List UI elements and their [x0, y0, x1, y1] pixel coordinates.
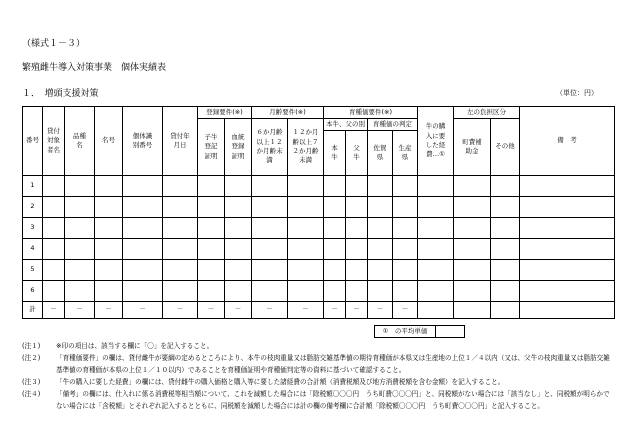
- col-header-other: その他: [491, 119, 520, 176]
- dash-cell: －: [43, 302, 65, 319]
- col-group-breeding-value: 育種価要件(※): [324, 107, 418, 119]
- dash-cell: －: [198, 302, 225, 319]
- average-price-value[interactable]: [435, 325, 465, 338]
- note-text: ※印の項目は、該当する欄に「〇」を記入すること。: [56, 342, 214, 350]
- col-header-age-6: ６か月齢 以上１２ か月齢未 満: [252, 119, 288, 176]
- col-header-chichi: 父 牛: [346, 131, 368, 176]
- note-item: [22, 352, 614, 376]
- col-header-target: 貸付 対象 者名: [43, 107, 65, 176]
- row-number: 2: [23, 197, 43, 218]
- section-heading: １． 増頭支援対策: [22, 89, 99, 99]
- col-header-no: 番号: [23, 107, 43, 176]
- dash-cell: －: [346, 302, 368, 319]
- table-row: [23, 197, 615, 218]
- row-number: 5: [23, 260, 43, 281]
- note-text: 「牛の購入に要した経費」の欄には、貸付雌牛の購入価格と購入等に要した諸経費の合計額（消費税額及び地方消費税額を含む金額）を記入すること。: [56, 378, 505, 386]
- table-row: [23, 260, 615, 281]
- table-row: [23, 239, 615, 260]
- col-group-registration: 登録要件(※): [198, 107, 252, 119]
- total-row: [23, 302, 615, 319]
- row-number: 4: [23, 239, 43, 260]
- col-header-producing: 生産 県: [393, 131, 418, 176]
- col-header-id: 個体識 別番号: [123, 107, 163, 176]
- col-header-saga: 佐賀 県: [368, 131, 393, 176]
- document-title: 繁殖雌牛導入対策事業 個体実績表: [22, 63, 167, 73]
- note-item: [22, 376, 614, 388]
- total-label: 計: [23, 302, 43, 319]
- note-text: 「育種価要件」の欄は、貸付雌牛が要綱の定めるところにより、本牛の枝肉重量又は脂肪交雑基準値の期待育種価が本県又は生産地の上位１／４以内（又は、父牛の枝肉重量又は脂肪交雑基準値の育種価が本県の上位１／１０以内）であることを育種価証明や育種価判定等の資料に基づいて確認すること。: [56, 354, 610, 374]
- row-number: 1: [23, 176, 43, 197]
- dash-cell: －: [123, 302, 163, 319]
- note-key: (注１): [22, 342, 41, 350]
- dash-cell: －: [225, 302, 252, 319]
- col-group-burden: 左の負担区分: [454, 107, 520, 119]
- dash-cell: －: [288, 302, 324, 319]
- col-header-name: 名号: [95, 107, 123, 176]
- form-number: （様式１－３）: [22, 39, 86, 49]
- average-price-label: ① の平均単価: [374, 325, 436, 338]
- col-group-age: 月齢要件(※): [252, 107, 324, 119]
- dash-cell: －: [65, 302, 95, 319]
- dash-cell: －: [95, 302, 123, 319]
- note-item: [22, 340, 614, 352]
- row-number: 6: [23, 281, 43, 302]
- col-header-hon: 本 牛: [324, 131, 346, 176]
- table-row: [23, 218, 615, 239]
- col-header-breed: 品種 名: [65, 107, 95, 176]
- unit-label: （単位：円）: [556, 89, 598, 97]
- notes-section: [22, 340, 614, 412]
- dash-cell: －: [393, 302, 418, 319]
- note-key: (注３): [22, 378, 41, 386]
- col-header-remarks: 備 考: [520, 107, 615, 176]
- col-header-cost: 牛の購 入に要 した経 費…①: [418, 107, 454, 176]
- col-header-age-12: １２か月 齢以上７ ２か月齢 未満: [288, 119, 324, 176]
- col-group-evaluation: 育種価の判定: [368, 119, 418, 131]
- note-key: (注４): [22, 390, 41, 398]
- dash-cell: －: [324, 302, 346, 319]
- col-header-reg-child: 子牛 登記 証明: [198, 119, 225, 176]
- col-group-parent: 本牛、父の別: [324, 119, 368, 131]
- table-row: [23, 176, 615, 197]
- col-header-reg-blood: 血統 登録 証明: [225, 119, 252, 176]
- col-header-town: 町費補 助金: [454, 119, 491, 176]
- dash-cell: －: [368, 302, 393, 319]
- note-item: [22, 388, 614, 412]
- note-text: 「備考」の欄には、仕入れに係る消費税等相当額について、これを減額した場合には「除税額〇〇〇円 うち町費〇〇〇円」と、同税額がない場合には「該当なし」と、同税額が明らかでない場合には「含税額」とそれぞれ記入するとともに、同税額を減額した場合には計の欄の備考欄に合計額「除税額〇〇〇円 うち町費〇〇〇円」と記入すること。: [56, 390, 610, 410]
- dash-cell: －: [163, 302, 198, 319]
- col-header-lend-date: 貸付年 月日: [163, 107, 198, 176]
- record-table: [22, 106, 615, 319]
- row-number: 3: [23, 218, 43, 239]
- note-key: (注２): [22, 354, 41, 362]
- table-row: [23, 281, 615, 302]
- dash-cell: －: [252, 302, 288, 319]
